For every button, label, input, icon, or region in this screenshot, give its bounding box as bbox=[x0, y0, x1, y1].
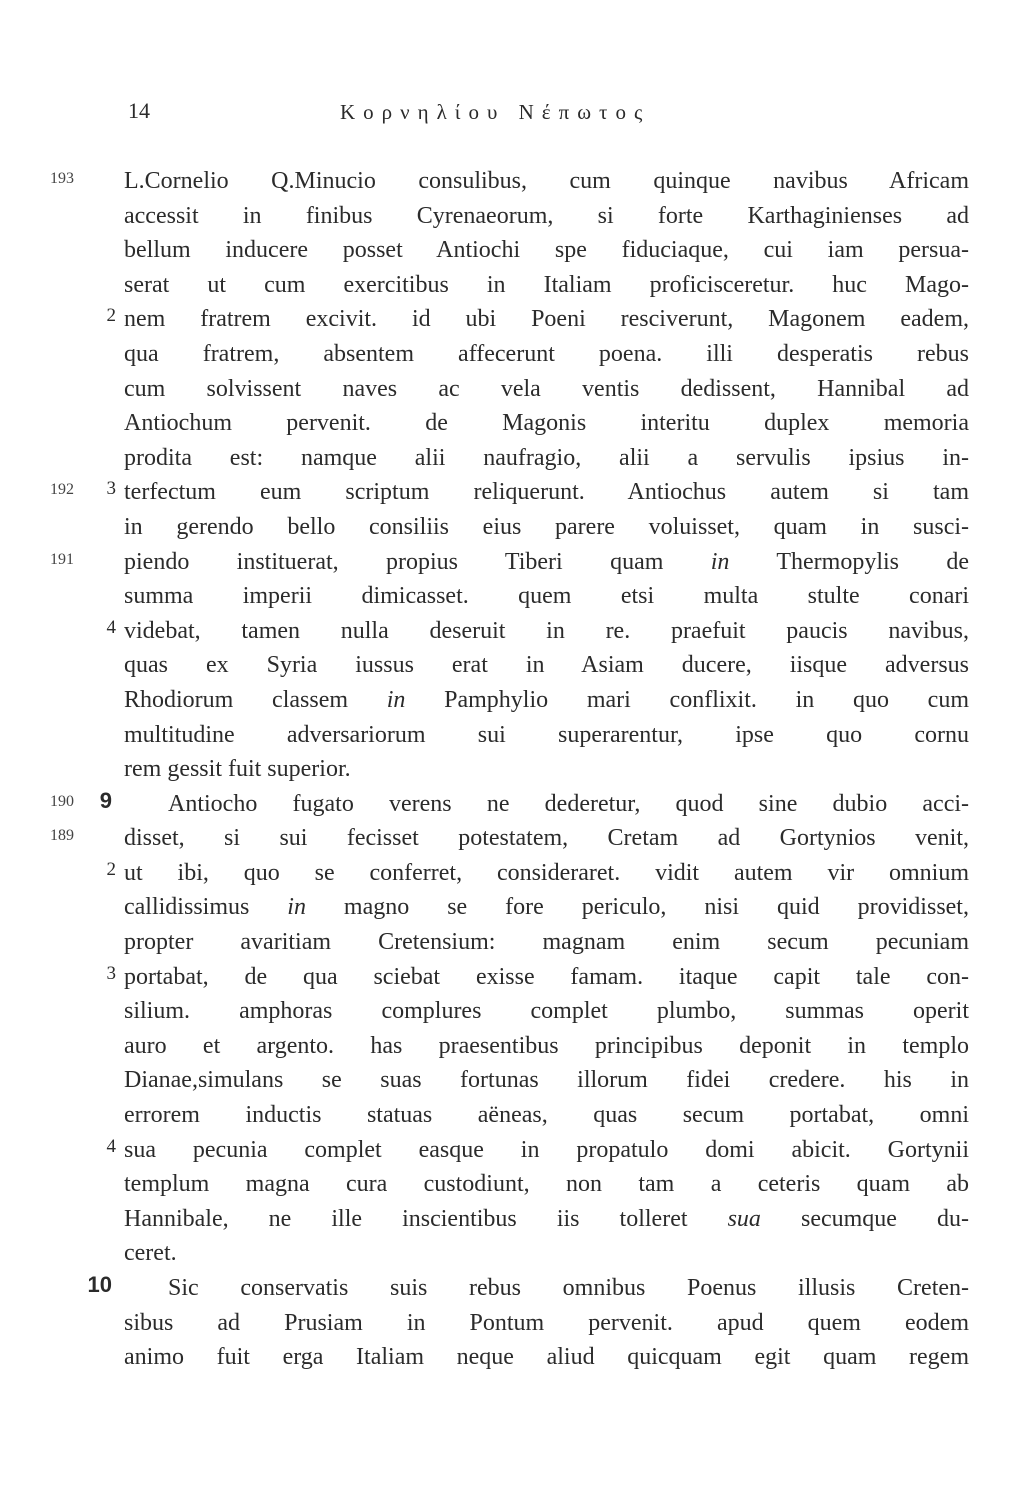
text-line bbox=[0, 821, 1009, 856]
line-text: multitudine adversariorum sui superarentur, ipse quo cornu bbox=[124, 721, 969, 748]
text-line bbox=[0, 1133, 1009, 1168]
section-number: 3 bbox=[106, 478, 116, 500]
line-text: animo fuit erga Italiam neque aliud quicquam egit quam regem bbox=[124, 1344, 969, 1371]
line-text: ceret. bbox=[124, 1240, 177, 1267]
line-text: Hannibale, ne ille inscientibus iis tolleret sua secumque du- bbox=[124, 1205, 969, 1232]
line-text: prodita est: namque alii naufragio, alii a servulis ipsius in- bbox=[124, 444, 969, 471]
margin-year: 190 bbox=[50, 792, 74, 810]
line-text: piendo instituerat, propius Tiberi quam in Thermopylis de bbox=[124, 548, 969, 575]
line-text: Dianae,simulans se suas fortunas illorum fidei credere. his in bbox=[124, 1067, 969, 1094]
line-text: accessit in finibus Cyrenaeorum, si forte Karthaginienses ad bbox=[124, 202, 969, 229]
text-line bbox=[0, 960, 1009, 995]
line-text: quas ex Syria iussus erat in Asiam ducere, iisque adversus bbox=[124, 652, 969, 679]
page-number: 14 bbox=[128, 98, 150, 123]
line-text: Antiochum pervenit. de Magonis interitu duplex memoria bbox=[124, 410, 969, 437]
text-line bbox=[0, 1167, 1009, 1202]
text-line bbox=[0, 614, 1009, 649]
text-line bbox=[0, 925, 1009, 960]
text-line bbox=[0, 1271, 1009, 1306]
text-line bbox=[0, 787, 1009, 822]
line-text: nem fratrem excivit. id ubi Poeni resciverunt, Magonem eadem, bbox=[124, 306, 969, 333]
text-line bbox=[0, 199, 1009, 234]
text-line bbox=[0, 1306, 1009, 1341]
text-line bbox=[0, 510, 1009, 545]
text-line bbox=[0, 233, 1009, 268]
section-number: 4 bbox=[106, 616, 116, 638]
line-text: cum solvissent naves ac vela ventis dedissent, Hannibal ad bbox=[124, 375, 969, 402]
margin-year: 191 bbox=[50, 550, 74, 568]
line-text: disset, si sui fecisset potestatem, Cretam ad Gortynios venit, bbox=[124, 825, 969, 852]
text-line bbox=[0, 441, 1009, 476]
text-line bbox=[0, 1098, 1009, 1133]
line-text: sibus ad Prusiam in Pontum pervenit. apud quem eodem bbox=[124, 1309, 969, 1336]
text-line bbox=[0, 475, 1009, 510]
text-body bbox=[0, 164, 1009, 1375]
section-number: 3 bbox=[106, 962, 116, 984]
text-line bbox=[0, 994, 1009, 1029]
text-line bbox=[0, 1340, 1009, 1375]
line-text: ut ibi, quo se conferret, consideraret. vidit autem vir omnium bbox=[124, 859, 969, 886]
text-line bbox=[0, 752, 1009, 787]
section-number: 4 bbox=[106, 1135, 116, 1157]
line-text: serat ut cum exercitibus in Italiam proficisceretur. huc Mago- bbox=[124, 271, 969, 298]
text-line bbox=[0, 302, 1009, 337]
text-line bbox=[0, 164, 1009, 199]
line-text: in gerendo bello consiliis eius parere voluisset, quam in susci- bbox=[124, 513, 969, 540]
chapter-number: 10 bbox=[87, 1272, 112, 1297]
text-line bbox=[0, 718, 1009, 753]
text-line bbox=[0, 890, 1009, 925]
text-line bbox=[0, 406, 1009, 441]
line-text: propter avaritiam Cretensium: magnam enim secum pecuniam bbox=[124, 929, 969, 956]
text-line bbox=[0, 372, 1009, 407]
line-text: rem gessit fuit superior. bbox=[124, 756, 351, 783]
line-text: callidissimus in magno se fore periculo, nisi quid providisset, bbox=[124, 894, 969, 921]
text-line bbox=[0, 683, 1009, 718]
margin-year: 193 bbox=[50, 170, 74, 187]
line-text: silium. amphoras complures complet plumbo, summas operit bbox=[124, 998, 969, 1025]
margin-year: 192 bbox=[50, 481, 74, 499]
page-header bbox=[0, 98, 1009, 138]
line-text: templum magna cura custodiunt, non tam a ceteris quam ab bbox=[124, 1171, 969, 1198]
text-line bbox=[0, 648, 1009, 683]
text-line bbox=[0, 337, 1009, 372]
line-text: portabat, de qua sciebat exisse famam. itaque capit tale con- bbox=[124, 963, 969, 990]
line-text: Rhodiorum classem in Pamphylio mari conflixit. in quo cum bbox=[124, 686, 969, 713]
section-number: 2 bbox=[106, 305, 116, 327]
line-text: auro et argento. has praesentibus principibus deponit in templo bbox=[124, 1032, 969, 1059]
line-text: terfectum eum scriptum reliquerunt. Antiochus autem si tam bbox=[124, 479, 969, 506]
text-line bbox=[0, 579, 1009, 614]
text-line bbox=[0, 545, 1009, 580]
line-text: L.Cornelio Q.Minucio consulibus, cum quinque navibus Africam bbox=[124, 168, 969, 194]
section-number: 2 bbox=[106, 858, 116, 880]
text-line bbox=[0, 268, 1009, 303]
text-line bbox=[0, 856, 1009, 891]
line-text: errorem inductis statuas aëneas, quas secum portabat, omni bbox=[124, 1102, 969, 1129]
line-text: Antiocho fugato verens ne dederetur, quod sine dubio acci- bbox=[168, 790, 969, 817]
text-line bbox=[0, 1029, 1009, 1064]
text-line bbox=[0, 1202, 1009, 1237]
text-line bbox=[0, 1236, 1009, 1271]
line-text: bellum inducere posset Antiochi spe fiduciaque, cui iam persua- bbox=[124, 237, 969, 264]
chapter-number: 9 bbox=[99, 787, 112, 813]
running-title: Κορνηλίου Νέπωτος bbox=[340, 100, 651, 124]
line-text: videbat, tamen nulla deseruit in re. praefuit paucis navibus, bbox=[124, 617, 969, 644]
margin-year: 189 bbox=[50, 827, 74, 845]
line-text: Sic conservatis suis rebus omnibus Poenus illusis Creten- bbox=[168, 1275, 969, 1301]
text-line bbox=[0, 1063, 1009, 1098]
line-text: sua pecunia complet easque in propatulo domi abicit. Gortynii bbox=[124, 1136, 969, 1163]
line-text: qua fratrem, absentem affecerunt poena. illi desperatis rebus bbox=[124, 340, 969, 367]
line-text: summa imperii dimicasset. quem etsi multa stulte conari bbox=[124, 583, 969, 610]
